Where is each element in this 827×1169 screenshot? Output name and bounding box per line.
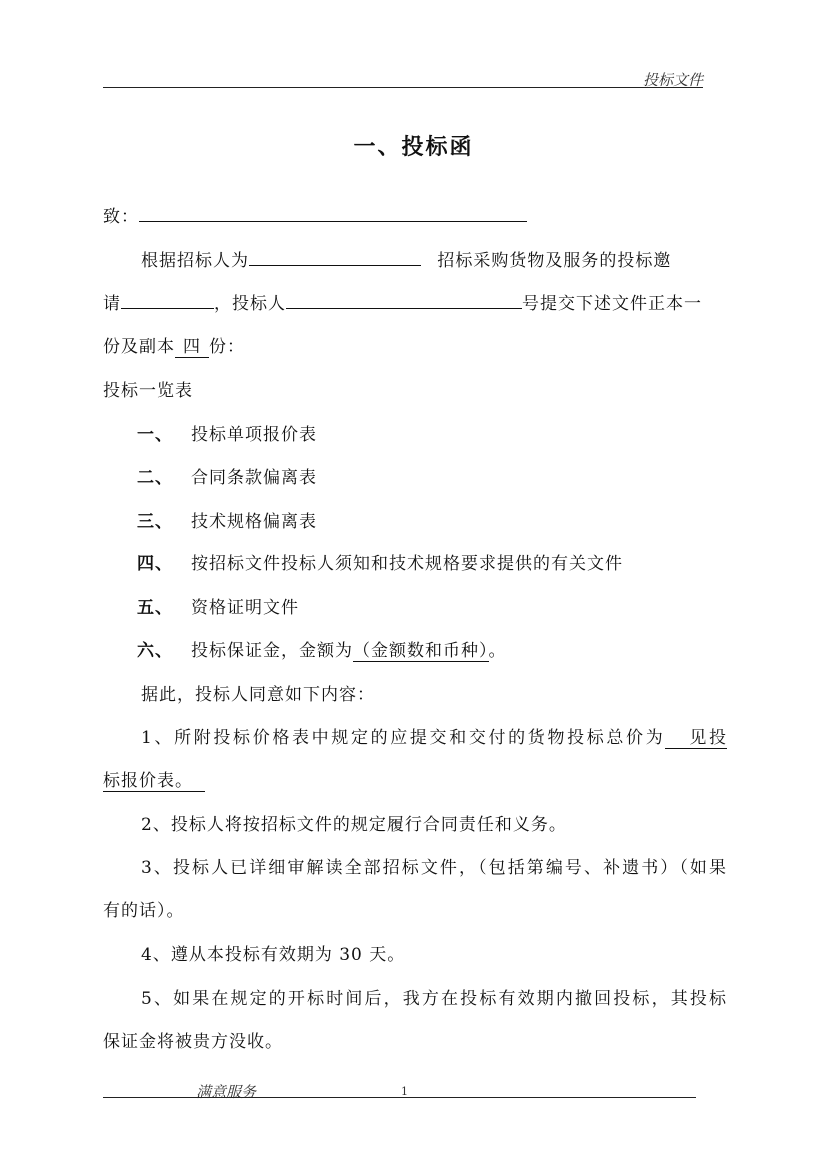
clause-5-line-2: 保证金将被贵方没收。 (103, 1032, 283, 1052)
intro-text: 份： (209, 337, 245, 357)
list-item-number: 四、 (137, 554, 173, 574)
clause-3-line-2: 有的话）。 (103, 901, 185, 921)
bidder-blank (286, 290, 522, 309)
list-item-number: 一、 (137, 425, 173, 445)
clause-1-line-1 (103, 723, 727, 748)
intro-line-2 (103, 289, 702, 314)
deposit-amount: （金额数和币种） (353, 641, 489, 661)
list-item-number: 三、 (137, 512, 173, 532)
intro-text: 号提交下述文件正本一 (522, 294, 702, 314)
intro-text: 请 (103, 294, 121, 314)
clause-1-line-2 (103, 766, 205, 791)
copies-count: 四 (175, 337, 209, 358)
invite-blank (121, 290, 214, 309)
list-item-text: 按招标文件投标人须知和技术规格要求提供的有关文件 (191, 554, 623, 574)
clause-4: 4、遵从本投标有效期为 30 天。 (141, 945, 406, 965)
list-item (137, 549, 623, 574)
to-label: 致： (103, 207, 139, 227)
clause-3-line-1 (103, 853, 727, 878)
list-item-text: 技术规格偏离表 (191, 512, 317, 532)
list-item (137, 507, 317, 532)
list-item-text: 资格证明文件 (191, 598, 299, 618)
recipient-blank (139, 203, 527, 222)
list-item-number: 六、 (137, 641, 173, 661)
clause-text: 5、如果在规定的开标时间后，我方在投标有效期内撤回投标，其投标 (141, 989, 727, 1009)
list-item (137, 420, 317, 445)
header-rule (103, 87, 703, 88)
footer-rule (103, 1097, 696, 1098)
clause-text: 1、所附投标价格表中规定的应提交和交付的货物投标总价为 (141, 728, 666, 748)
intro-text: 根据招标人为 (141, 251, 249, 271)
clause-5-line-1 (103, 984, 727, 1009)
page-title: 一、投标函 (353, 134, 474, 160)
list-heading: 投标一览表 (103, 381, 193, 401)
list-item-number: 二、 (137, 468, 173, 488)
clause-underlined: 见投 (665, 728, 727, 749)
clause-underlined: 标报价表。 (103, 771, 205, 792)
page-number: 1 (401, 1085, 408, 1098)
intro-text: 招标采购货物及服务的投标邀 (437, 251, 672, 271)
list-item-number: 五、 (137, 598, 173, 618)
agree-line: 据此，投标人同意如下内容： (141, 685, 375, 705)
list-item-text: 合同条款偏离表 (191, 468, 317, 488)
clause-text: 3、投标人已详细审解读全部招标文件，（包括第编号、补遗书）（如果 (141, 858, 727, 878)
list-item-text: 投标单项报价表 (191, 425, 317, 445)
intro-text: ，投标人 (214, 294, 286, 314)
footer-text: 满意服务 (196, 1083, 257, 1101)
list-item-text: 投标保证金，金额为 (191, 641, 353, 661)
list-item (137, 463, 317, 488)
project-blank (249, 247, 421, 266)
intro-line-1 (141, 246, 671, 271)
clause-2: 2、投标人将按招标文件的规定履行合同责任和义务。 (141, 815, 567, 835)
list-item-text: 。 (488, 641, 507, 661)
list-item (137, 636, 507, 661)
header-text: 投标文件 (642, 71, 703, 89)
list-item (137, 593, 299, 618)
recipient-line (103, 202, 527, 227)
intro-line-3 (103, 332, 245, 357)
intro-text: 份及副本 (103, 337, 175, 357)
